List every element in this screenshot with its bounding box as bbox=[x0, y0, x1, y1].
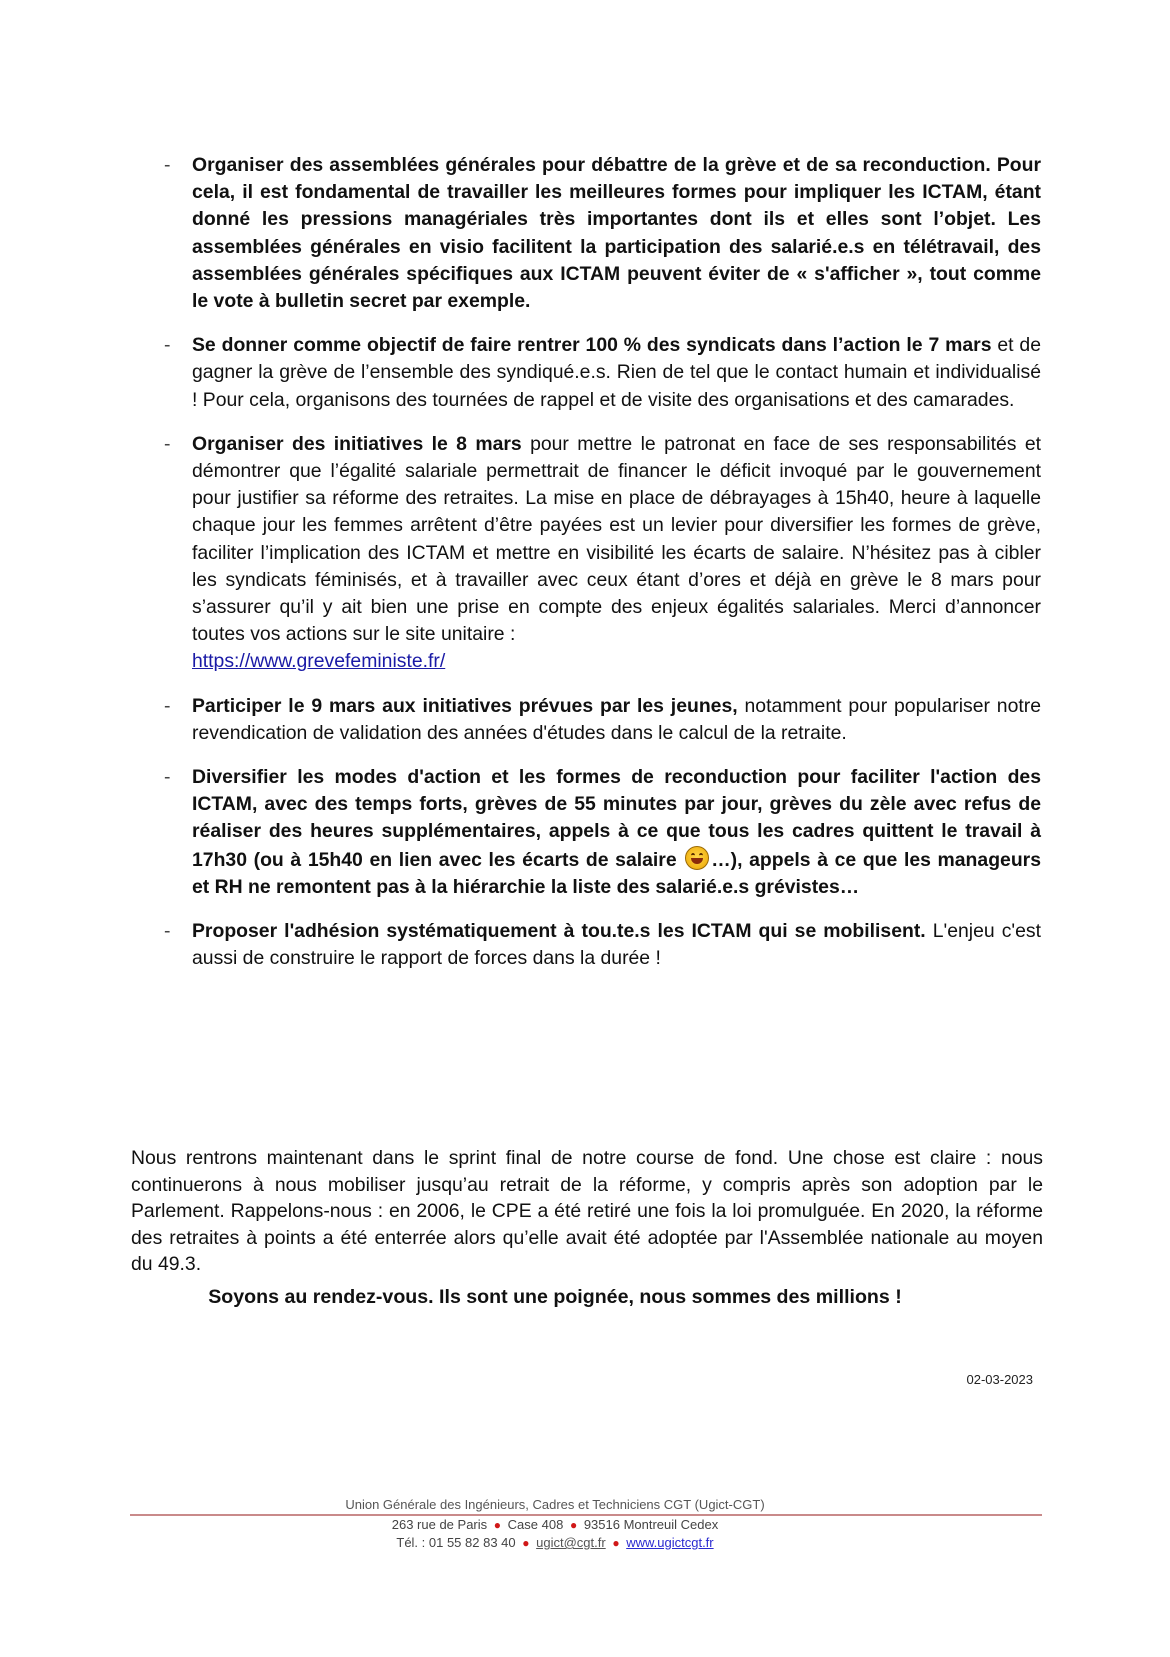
bullet-dash: - bbox=[164, 334, 171, 357]
document-date: 02-03-2023 bbox=[966, 1372, 1033, 1387]
bullet-item-9-mars bbox=[136, 693, 1041, 747]
footer-divider bbox=[130, 1514, 1042, 1516]
footer-email-link[interactable]: ugict@cgt.fr bbox=[536, 1535, 606, 1550]
bullet-bold-text: Organiser des initiatives le 8 mars bbox=[192, 432, 522, 455]
footer-address bbox=[0, 1517, 1110, 1532]
bullet-dash: - bbox=[164, 766, 171, 789]
bullet-bold-text: Diversifier les modes d'action et les formes de reconduction pour faciliter l'action des ICTAM, avec des temps forts, grèves de 55 minutes par jour, grèves du zèle avec refus de réaliser des heures supplémentaires, appels à ce que tous les cadres quittent le travail à 17h30 (ou à 15h40 en lien avec les écarts de salaire bbox=[192, 766, 1041, 871]
bullet-dash: - bbox=[164, 920, 171, 943]
bullet-text: notamment pour populariser notre revendication de validation des années d'études dans le calcul de la retraite. bbox=[192, 694, 1041, 744]
separator-dot-icon: ● bbox=[522, 1536, 530, 1550]
bullet-item-assemblies bbox=[136, 152, 1041, 315]
bullet-dash: - bbox=[164, 432, 171, 455]
bullet-bold-text: Proposer l'adhésion systématiquement à tou.te.s les ICTAM qui se mobilisent. bbox=[192, 920, 926, 943]
smiling-face-emoji-icon bbox=[685, 846, 709, 870]
bullet-bold-text: Organiser des assemblées générales pour débattre de la grève et de sa reconduction. Pour cela, il est fondamental de travailler les meilleures formes pour impliquer les ICTAM, étant donné les pressions managériales très importantes dont ils et elles sont l’objet. Les assemblées générales en visio facilitent la participation des salarié.e.s en télétravail, des assemblées générales spécifiques aux ICTAM peuvent éviter de « s'afficher », tout comme le vote à bulletin secret par exemple. bbox=[192, 154, 1041, 313]
closing-paragraph: Nous rentrons maintenant dans le sprint final de notre course de fond. Une chose est claire : nous continuerons à nous mobiliser jusqu’au retrait de la réforme, y compris après son adoption par le Parlement. Rappelons-nous : en 2006, le CPE a été retiré une fois la loi promulguée. En 2020, la réforme des retraites à points a été enterrée alors qu’elle avait été adoptée par l'Assemblée nationale au moyen du 49.3. bbox=[131, 1147, 1043, 1276]
separator-dot-icon: ● bbox=[493, 1518, 502, 1532]
bullet-dash: - bbox=[164, 694, 171, 717]
bullet-item-membership bbox=[136, 918, 1041, 972]
separator-dot-icon: ● bbox=[569, 1518, 578, 1532]
bullet-dash: - bbox=[164, 154, 171, 176]
bullet-item-7-mars bbox=[136, 332, 1041, 414]
footer-contact bbox=[0, 1535, 1110, 1550]
action-list-section bbox=[136, 152, 1041, 989]
footer-case: Case 408 bbox=[507, 1517, 564, 1532]
bullet-item-8-mars bbox=[136, 431, 1041, 676]
footer-website-link[interactable]: www.ugictcgt.fr bbox=[626, 1535, 714, 1550]
separator-dot-icon: ● bbox=[612, 1536, 620, 1550]
footer-organization: Union Générale des Ingénieurs, Cadres et Techniciens CGT (Ugict-CGT) bbox=[345, 1497, 765, 1512]
bullet-text: L'enjeu c'est aussi de construire le rapport de forces dans la durée ! bbox=[192, 920, 1041, 970]
bullet-bold-text-continued: …), appels à ce que les manageurs et RH ne remontent pas à la hiérarchie la liste des salarié.e.s grévistes… bbox=[192, 848, 1041, 898]
slogan-heading: Soyons au rendez-vous. Ils sont une poignée, nous sommes des millions ! bbox=[208, 1286, 902, 1308]
footer-city: 93516 Montreuil Cedex bbox=[583, 1517, 719, 1532]
bullet-text: et de gagner la grève de l’ensemble des syndiqué.e.s. Rien de tel que le contact humain et individualisé ! Pour cela, organisons des tournées de rappel et de visite des organisations et des camarades. bbox=[192, 334, 1042, 411]
bullet-item-diversify-actions bbox=[136, 764, 1041, 901]
action-bullet-list bbox=[136, 152, 1041, 972]
bullet-text: pour mettre le patronat en face de ses responsabilités et démontrer que l’égalité salariale permettrait de financer le déficit invoqué par le gouvernement pour justifier sa réforme des retraites. La mise en place de débrayages à 15h40, heure à laquelle chaque jour les femmes arrêtent d’être payées est un levier pour diversifier les formes de grève, faciliter l’implication des ICTAM et mettre en visibilité les écarts de salaire. N’hésitez pas à cibler les syndicats féminisés, et à travailler avec ceux étant d’ores et déjà en grève le 8 mars pour s’assurer qu’il y ait bien une prise en compte des enjeux égalités salariales. Merci d’annoncer toutes vos actions sur le site unitaire : bbox=[192, 432, 1041, 646]
greve-feministe-link[interactable]: https://www.grevefeministe.fr/ bbox=[192, 650, 446, 673]
bullet-bold-text: Se donner comme objectif de faire rentrer 100 % des syndicats dans l’action le 7 mars bbox=[192, 334, 992, 357]
footer-street: 263 rue de Paris bbox=[391, 1517, 488, 1532]
bullet-bold-text: Participer le 9 mars aux initiatives prévues par les jeunes, bbox=[192, 694, 738, 717]
footer-phone: Tél. : 01 55 82 83 40 bbox=[396, 1535, 516, 1550]
